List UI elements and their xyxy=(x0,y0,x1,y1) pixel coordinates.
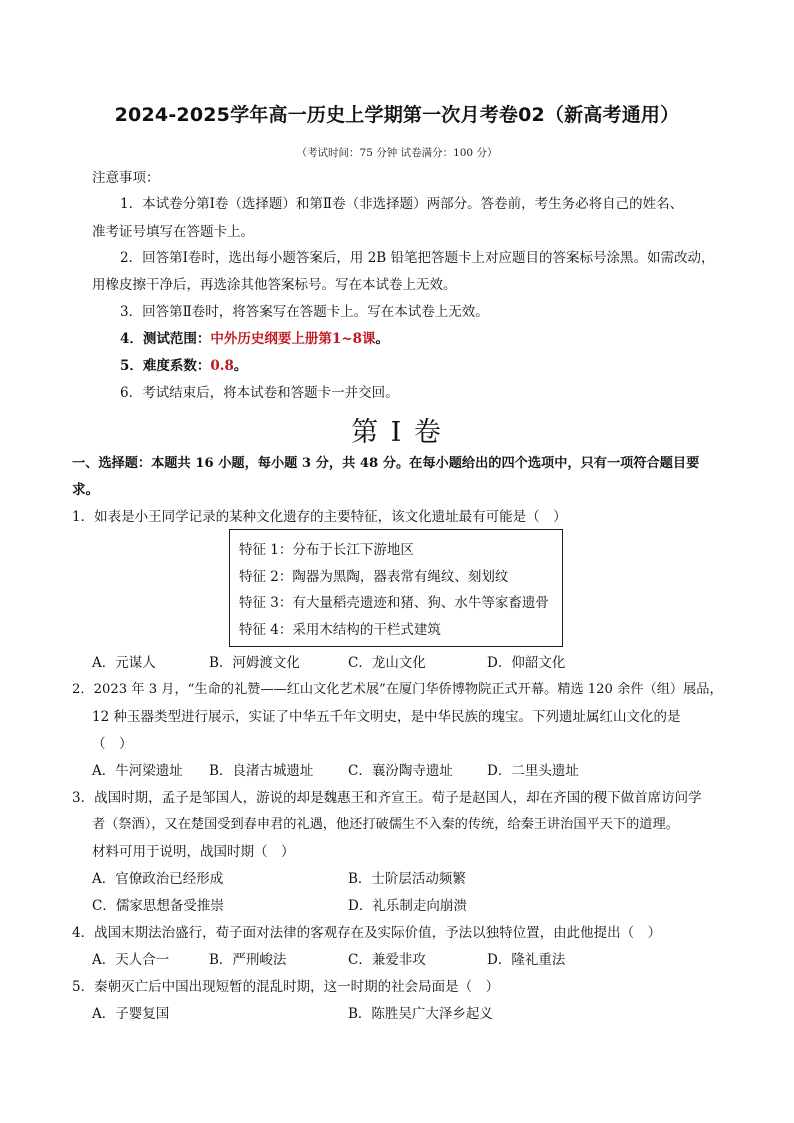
note-1b: 准考证号填写在答题卡上。 xyxy=(92,224,254,240)
note-3: 3．回答第Ⅱ卷时，将答案写在答题卡上。写在本试卷上无效。 xyxy=(120,304,489,320)
q1-feature-4: 特征 4：采用木结构的干栏式建筑 xyxy=(239,622,441,638)
q1-feature-2: 特征 2：陶器为黑陶，器表常有绳纹、刻划纹 xyxy=(239,569,509,585)
notes-heading: 注意事项： xyxy=(92,170,160,186)
q3-option-a: A．官僚政治已经形成 xyxy=(92,871,224,887)
q2-stem-3: （ ） xyxy=(92,736,133,752)
q4-option-a: A．天人合一 xyxy=(92,952,170,968)
note-6: 6．考试结束后，将本试卷和答题卡一并交回。 xyxy=(120,385,399,401)
q2-option-a: A．牛河梁遗址 xyxy=(92,763,183,779)
exam-title: 2024-2025学年高一历史上学期第一次月考卷02（新高考通用） xyxy=(114,104,680,126)
instructions-line-2: 求。 xyxy=(72,482,99,498)
q1-feature-3: 特征 3：有大量稻壳遗迹和猪、狗、水牛等家畜遗骨 xyxy=(239,595,549,611)
note-5-label: 5．难度系数： xyxy=(120,358,211,374)
q2-stem-1: 2．2023 年 3 月，“生命的礼赞——红山文化艺术展”在厦门华侨博物院正式开幕。精选 120 余件（组）展品， xyxy=(72,682,723,697)
q4-option-b: B．严刑峻法 xyxy=(209,952,287,968)
note-2b: 用橡皮擦干净后，再选涂其他答案标号。写在本试卷上无效。 xyxy=(92,277,457,293)
note-4-end: 。 xyxy=(375,331,390,347)
q1-option-d: D．仰韶文化 xyxy=(487,655,566,671)
q4-option-c: C．兼爱非攻 xyxy=(348,952,426,968)
q2-stem-2: 12 种玉器类型进行展示，实证了中华五千年文明史，是中华民族的瑰宝。下列遗址属红山文化的是 xyxy=(92,709,681,725)
q5-option-a: A．子婴复国 xyxy=(92,1006,170,1022)
q5-option-b: B．陈胜吴广大泽乡起义 xyxy=(348,1006,493,1022)
q3-stem-1: 3．战国时期，孟子是邹国人，游说的却是魏惠王和齐宣王。荀子是赵国人，却在齐国的稷下做首席访问学 xyxy=(72,790,702,806)
q3-option-b: B．士阶层活动频繁 xyxy=(348,871,466,887)
q1-option-a: A．元谋人 xyxy=(92,655,156,671)
q3-stem-2: 者（祭酒），又在楚国受到春申君的礼遇，他还打破儒生不入秦的传统，给秦王讲治国平天下的道理。 xyxy=(92,817,679,832)
q4-stem: 4．战国末期法治盛行，荀子面对法律的客观存在及实际价值，予法以独特位置，由此他提出（ ） xyxy=(72,925,662,941)
q1-feature-table xyxy=(229,529,563,647)
q1-feature-1: 特征 1：分布于长江下游地区 xyxy=(239,542,414,558)
note-4-value: 中外历史纲要上册第1~8课 xyxy=(210,331,376,347)
q5-stem: 5．秦朝灭亡后中国出现短暂的混乱时期，这一时期的社会局面是（ ） xyxy=(72,979,500,995)
q4-option-d: D．隆礼重法 xyxy=(487,952,566,968)
note-2a: 2．回答第Ⅰ卷时，选出每小题答案后，用 2B 铅笔把答题卡上对应题目的答案标号涂黑。如需改动， xyxy=(120,250,715,266)
q2-option-c: C．襄汾陶寺遗址 xyxy=(348,763,453,779)
note-4 xyxy=(120,329,389,349)
q2-option-b: B．良渚古城遗址 xyxy=(209,763,314,779)
exam-subtitle: （考试时间：75 分钟 试卷满分：100 分） xyxy=(296,147,498,159)
q2-option-d: D．二里头遗址 xyxy=(487,763,579,779)
q1-option-c: C．龙山文化 xyxy=(348,655,426,671)
q1-option-b: B．河姆渡文化 xyxy=(209,655,300,671)
note-4-label: 4．测试范围： xyxy=(120,331,211,347)
q3-stem-3: 材料可用于说明，战国时期（ ） xyxy=(92,844,295,860)
instructions-line-1: 一、选择题：本题共 16 小题，每小题 3 分，共 48 分。在每小题给出的四个选项中，只有一项符合题目要 xyxy=(72,456,700,471)
note-5-value: 0.8 xyxy=(210,358,234,374)
q1-stem: 1．如表是小王同学记录的某种文化遗存的主要特征，该文化遗址最有可能是（ ） xyxy=(72,509,567,525)
note-1a: 1．本试卷分第Ⅰ卷（选择题）和第Ⅱ卷（非选择题）两部分。答卷前，考生务必将自己的姓名、 xyxy=(120,196,684,212)
note-5 xyxy=(120,356,247,376)
note-5-end: 。 xyxy=(233,358,248,374)
q3-option-d: D．礼乐制走向崩溃 xyxy=(348,898,467,914)
q3-option-c: C．儒家思想备受推崇 xyxy=(92,898,224,914)
section-title: 第 I 卷 xyxy=(351,417,443,448)
